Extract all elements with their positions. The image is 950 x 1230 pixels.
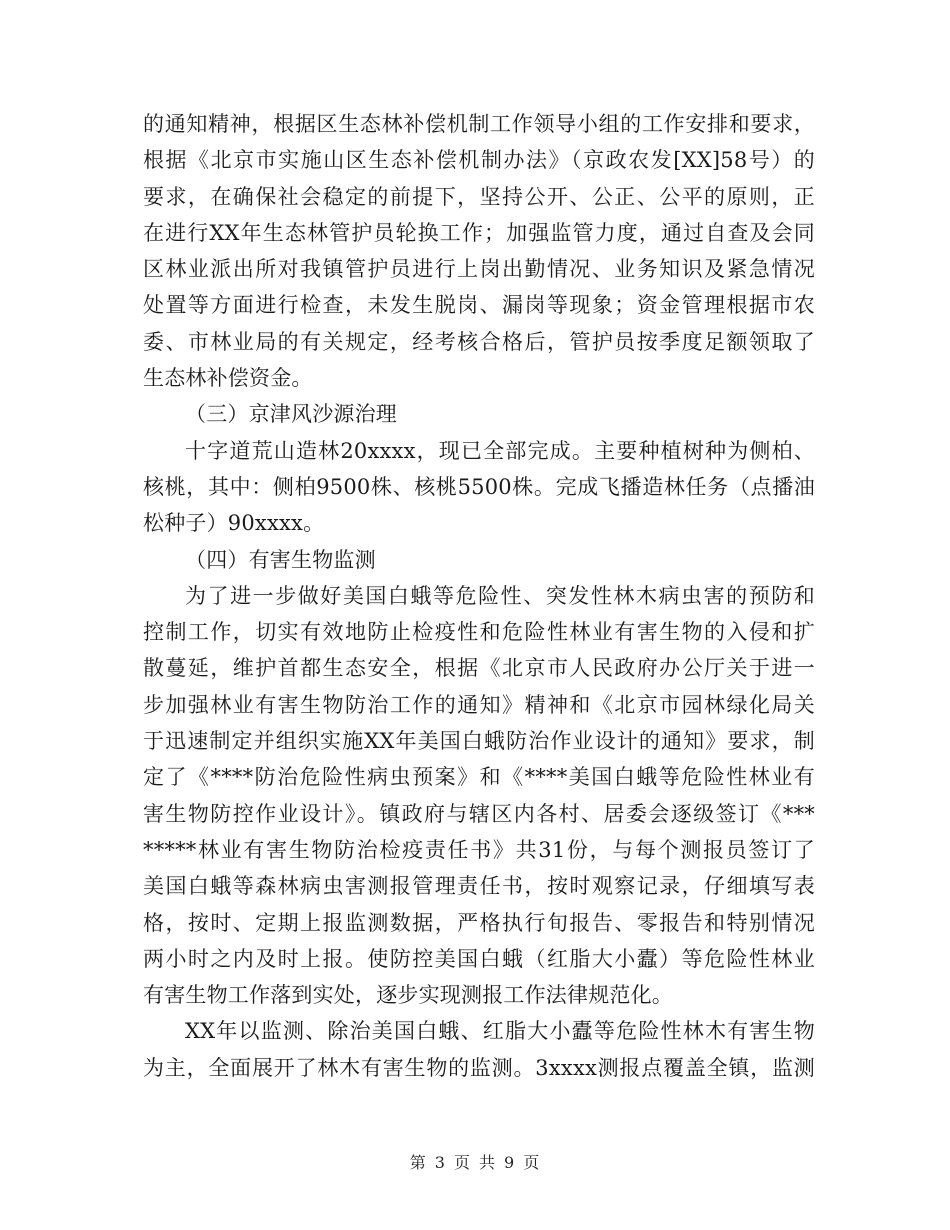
text-line: 的通知精神，根据区生态林补偿机制工作领导小组的工作安排和要求， [143,112,815,136]
text-line: 根据《北京市实施山区生态补偿机制办法》（京政农发[XX]58号）的 [143,148,815,173]
text-line: 步加强林业有害生物防治工作的通知》精神和《北京市园林绿化局关 [143,692,815,717]
footer-current-page: 3 [434,1153,446,1172]
text-line: 定了《****防治危险性病虫预案》和《****美国白蛾等危险性林业有 [143,765,815,790]
text-line: 散蔓延，维护首都生态安全，根据《北京市人民政府办公厅关于进一 [143,656,815,681]
text-line: *****林业有害生物防治检疫责任书》共31份，与每个测报员签订了 [143,837,815,862]
text-line: 十字道荒山造林20xxxx，现已全部完成。主要种植树种为侧柏、 [185,438,815,463]
section-heading: （三）京津风沙源治理 [185,402,397,427]
paragraph-continuation [143,106,815,396]
text-line: 在进行XX年生态林管护员轮换工作；加强监管力度，通过自查及会同 [143,220,815,245]
text-line: 有害生物工作落到实处，逐步实现测报工作法律规范化。 [143,983,673,1008]
text-line: XX年以监测、除治美国白蛾、红脂大小蠹等危险性林木有害生物 [185,1019,815,1044]
text-line: 处置等方面进行检查，未发生脱岗、漏岗等现象；资金管理根据市农 [143,293,815,318]
text-line: 美国白蛾等森林病虫害测报管理责任书，按时观察记录，仔细填写表 [143,874,815,899]
footer-total-word: 共 [479,1153,497,1172]
text-line: 于迅速制定并组织实施XX年美国白蛾防治作业设计的通知》要求，制 [143,729,815,754]
text-line: 两小时之内及时上报。使防控美国白蛾（红脂大小蠹）等危险性林业 [143,946,815,971]
section-heading-3 [143,396,815,432]
paragraph-sand-control [143,433,815,542]
text-line: 格，按时、定期上报监测数据，严格执行旬报告、零报告和特别情况 [143,910,815,935]
document-body [143,106,815,1086]
page-footer [0,1150,950,1173]
footer-suffix: 页 [523,1153,541,1172]
text-line: 害生物防控作业设计》。镇政府与辖区内各村、居委会逐级签订《*** [143,801,815,826]
text-line: 区林业派出所对我镇管护员进行上岗出勤情况、业务知识及紧急情况 [143,257,815,282]
footer-page-word: 页 [453,1153,471,1172]
text-line: 松种子）90xxxx。 [143,511,325,536]
section-heading-4 [143,542,815,578]
section-heading: （四）有害生物监测 [185,547,376,572]
text-line: 为了进一步做好美国白蛾等危险性、突发性林木病虫害的预防和 [185,583,815,608]
paragraph-pest-monitoring [143,578,815,1014]
text-line: 要求，在确保社会稳定的前提下，坚持公开、公正、公平的原则，正 [143,184,815,209]
paragraph-monitoring-results [143,1013,815,1086]
footer-prefix: 第 [409,1153,427,1172]
footer-total-pages: 9 [504,1153,516,1172]
text-line: 为主，全面展开了林木有害生物的监测。3xxxx测报点覆盖全镇，监测 [143,1055,815,1080]
text-line: 核桃，其中：侧柏9500株、核桃5500株。完成飞播造林任务（点播油 [143,474,815,499]
text-line: 控制工作，切实有效地防止检疫性和危险性林业有害生物的入侵和扩 [143,620,815,645]
text-line: 委、市林业局的有关规定，经考核合格后，管护员按季度足额领取了 [143,329,815,354]
text-line: 生态林补偿资金。 [143,366,313,391]
